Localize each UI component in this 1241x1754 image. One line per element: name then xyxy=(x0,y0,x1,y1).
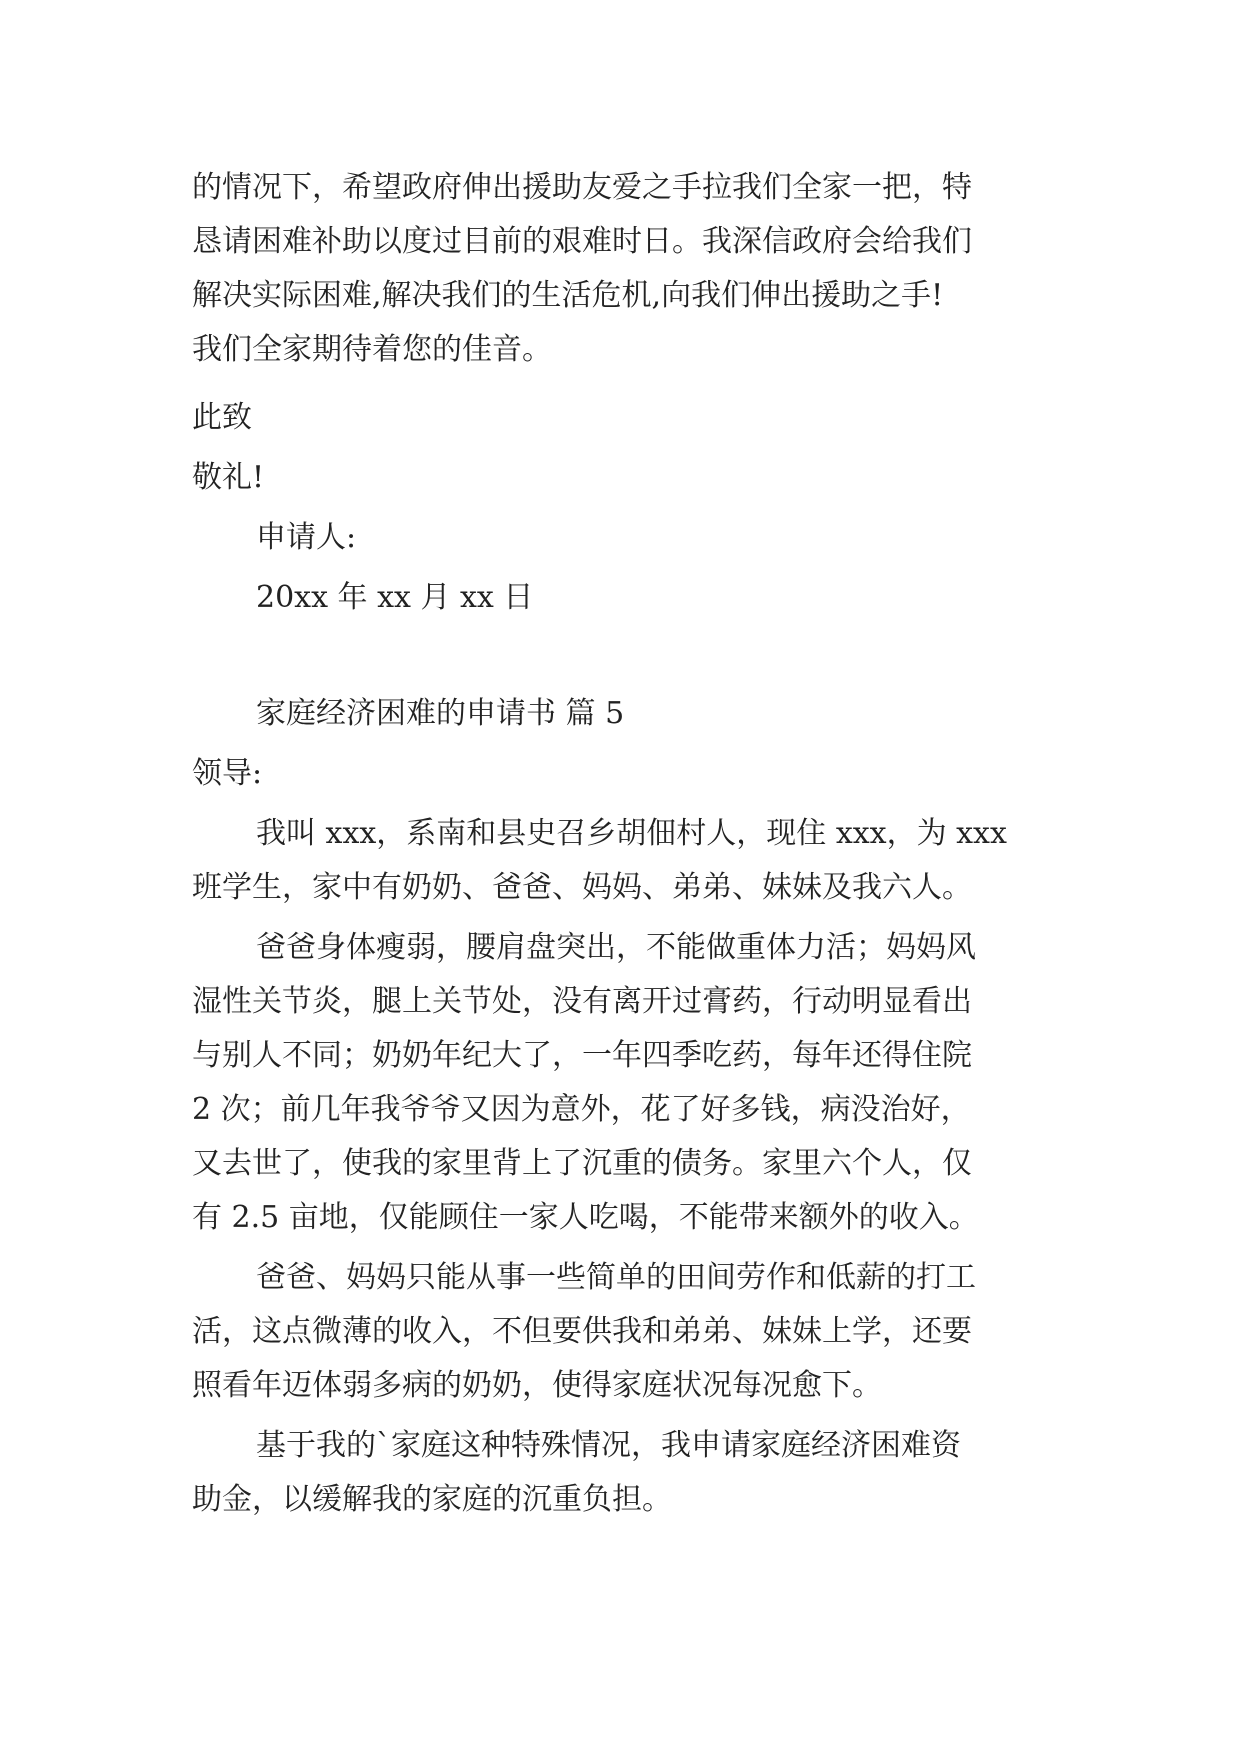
signature-applicant: 申请人: xyxy=(256,520,357,555)
closing-salutation: 此致 xyxy=(192,400,252,435)
text-line: 恳请困难补助以度过目前的艰难时日。我深信政府会给我们 xyxy=(192,224,972,259)
text-line: 班学生，家中有奶奶、爸爸、妈妈、弟弟、妹妹及我六人。 xyxy=(192,870,972,905)
signature-date: 20xx 年 xx 月 xx 日 xyxy=(256,580,534,615)
text-line: 活，这点微薄的收入，不但要供我和弟弟、妹妹上学，还要 xyxy=(192,1314,972,1349)
text-line: 基于我的`家庭这种特殊情况，我申请家庭经济困难资 xyxy=(256,1428,961,1463)
closing-regards: 敬礼! xyxy=(192,460,265,495)
text-line: 的情况下，希望政府伸出援助友爱之手拉我们全家一把，特 xyxy=(192,170,972,205)
text-line: 照看年迈体弱多病的奶奶，使得家庭状况每况愈下。 xyxy=(192,1368,882,1403)
text-line: 我叫 xxx，系南和县史召乡胡佃村人，现住 xxx，为 xxx xyxy=(256,816,1007,851)
text-line: 助金，以缓解我的家庭的沉重负担。 xyxy=(192,1482,672,1517)
text-line: 有 2.5 亩地，仅能顾住一家人吃喝，不能带来额外的收入。 xyxy=(192,1200,979,1235)
text-line: 湿性关节炎，腿上关节处，没有离开过膏药，行动明显看出 xyxy=(192,984,972,1019)
section-title: 家庭经济困难的申请书 篇 5 xyxy=(256,696,625,731)
text-line: 爸爸身体瘦弱，腰肩盘突出，不能做重体力活；妈妈风 xyxy=(256,930,976,965)
text-line: 又去世了，使我的家里背上了沉重的债务。家里六个人，仅 xyxy=(192,1146,972,1181)
text-line: 2 次；前几年我爷爷又因为意外，花了好多钱，病没治好， xyxy=(192,1092,971,1127)
text-line: 爸爸、妈妈只能从事一些简单的田间劳作和低薪的打工 xyxy=(256,1260,976,1295)
text-line: 解决实际困难,解决我们的生活危机,向我们伸出援助之手! xyxy=(192,278,944,313)
letter-addressee: 领导: xyxy=(192,756,263,791)
text-line: 与别人不同；奶奶年纪大了，一年四季吃药，每年还得住院 xyxy=(192,1038,972,1073)
text-line: 我们全家期待着您的佳音。 xyxy=(192,332,552,367)
